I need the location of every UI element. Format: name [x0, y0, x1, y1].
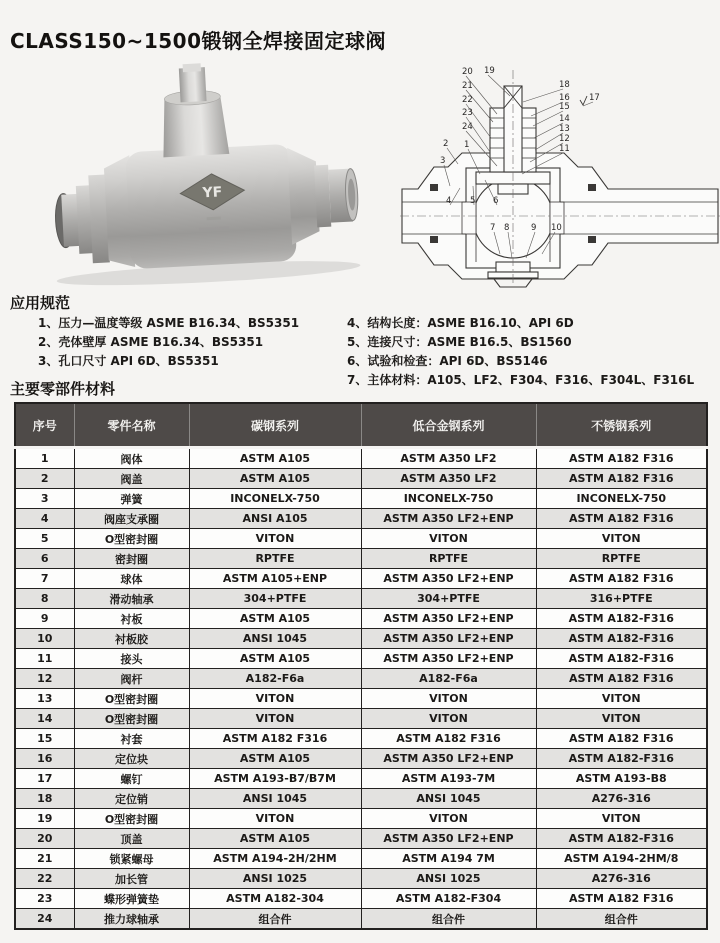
table-row [15, 849, 707, 869]
stainless-steel-cell: RPTFE [536, 549, 707, 569]
carbon-steel-cell: ASTM A105 [189, 749, 361, 769]
table-row [15, 909, 707, 930]
carbon-steel-cell: VITON [189, 689, 361, 709]
low-alloy-steel-cell: ASTM A193-7M [361, 769, 536, 789]
stainless-steel-cell: 316+PTFE [536, 589, 707, 609]
part-name-cell: 定位销 [74, 789, 189, 809]
part-name-cell: 阀座支承圈 [74, 509, 189, 529]
carbon-steel-cell: ANSI A105 [189, 509, 361, 529]
row-number-cell: 5 [15, 529, 74, 549]
low-alloy-steel-cell: ASTM A182 F316 [361, 729, 536, 749]
carbon-steel-cell: ASTM A182 F316 [189, 729, 361, 749]
callout-number: 18 [559, 80, 570, 90]
callout-number: 6 [493, 196, 499, 206]
stainless-steel-cell: A276-316 [536, 789, 707, 809]
low-alloy-steel-cell: 304+PTFE [361, 589, 536, 609]
row-number-cell: 24 [15, 909, 74, 930]
spec-list-left [38, 314, 299, 371]
callout-number: 4 [446, 196, 452, 206]
row-number-cell: 3 [15, 489, 74, 509]
table-row [15, 669, 707, 689]
callout-number: 9 [531, 223, 537, 233]
stainless-steel-cell: ASTM A182-F316 [536, 609, 707, 629]
carbon-steel-cell: ANSI 1045 [189, 789, 361, 809]
table-row [15, 549, 707, 569]
callout-leader-line [447, 148, 458, 164]
carbon-steel-cell: ASTM A193-B7/B7M [189, 769, 361, 789]
row-number-cell: 19 [15, 809, 74, 829]
low-alloy-steel-cell: ASTM A182-F304 [361, 889, 536, 909]
stainless-steel-cell: INCONELX-750 [536, 489, 707, 509]
callout-number: 10 [551, 223, 562, 233]
callout-number: 20 [462, 67, 473, 77]
stainless-steel-cell: ASTM A182 F316 [536, 509, 707, 529]
spec-item: 5、连接尺寸：ASME B16.5、BS1560 [347, 335, 572, 349]
callout-number: 19 [484, 66, 495, 76]
part-name-cell: 滑动轴承 [74, 589, 189, 609]
row-number-cell: 15 [15, 729, 74, 749]
table-row [15, 769, 707, 789]
low-alloy-steel-cell: A182-F6a [361, 669, 536, 689]
part-name-cell: 推力球轴承 [74, 909, 189, 930]
part-name-cell: 衬板胶 [74, 629, 189, 649]
spec-list-right [347, 314, 694, 390]
table-row [15, 469, 707, 489]
carbon-steel-cell: ASTM A105+ENP [189, 569, 361, 589]
part-name-cell: O型密封圈 [74, 529, 189, 549]
low-alloy-steel-cell: ASTM A350 LF2+ENP [361, 649, 536, 669]
part-name-cell: 加长管 [74, 869, 189, 889]
carbon-steel-cell: VITON [189, 529, 361, 549]
table-row [15, 749, 707, 769]
carbon-steel-cell: ASTM A105 [189, 609, 361, 629]
table-row [15, 869, 707, 889]
stainless-steel-cell: VITON [536, 689, 707, 709]
valve-section-art [400, 56, 720, 290]
table-row [15, 489, 707, 509]
page-title: CLASS150~1500锻钢全焊接固定球阀 [10, 29, 386, 54]
row-number-cell: 23 [15, 889, 74, 909]
row-number-cell: 4 [15, 509, 74, 529]
low-alloy-steel-cell: VITON [361, 809, 536, 829]
row-number-cell: 9 [15, 609, 74, 629]
table-header-row [15, 403, 707, 448]
table-row [15, 448, 707, 469]
low-alloy-steel-cell: INCONELX-750 [361, 489, 536, 509]
row-number-cell: 7 [15, 569, 74, 589]
low-alloy-steel-cell: VITON [361, 529, 536, 549]
part-name-cell: 顶盖 [74, 829, 189, 849]
stainless-steel-cell: ASTM A182-F316 [536, 749, 707, 769]
stainless-steel-cell: ASTM A182-F316 [536, 629, 707, 649]
bonnet-neck [160, 96, 229, 157]
stainless-steel-cell: ASTM A182-F316 [536, 649, 707, 669]
callout-number: 8 [504, 223, 510, 233]
callout-number: 11 [559, 144, 570, 154]
callout-number: 1 [464, 140, 470, 150]
carbon-steel-cell: ANSI 1025 [189, 869, 361, 889]
part-name-cell: O型密封圈 [74, 809, 189, 829]
callout-number: 13 [559, 124, 570, 134]
table-row [15, 509, 707, 529]
low-alloy-steel-cell: ASTM A350 LF2+ENP [361, 609, 536, 629]
part-name-cell: 球体 [74, 569, 189, 589]
stainless-steel-cell: 组合件 [536, 909, 707, 930]
part-name-cell: 弹簧 [74, 489, 189, 509]
row-number-cell: 10 [15, 629, 74, 649]
table-row [15, 689, 707, 709]
spec-item: 1、压力—温度等级 ASME B16.34、BS5351 [38, 316, 300, 330]
low-alloy-steel-cell: ANSI 1025 [361, 869, 536, 889]
low-alloy-steel-cell: ASTM A350 LF2+ENP [361, 569, 536, 589]
carbon-steel-cell: ASTM A182-304 [189, 889, 361, 909]
callout-number: 3 [440, 156, 446, 166]
stainless-steel-cell: ASTM A194-2HM/8 [536, 849, 707, 869]
low-alloy-steel-cell: VITON [361, 709, 536, 729]
carbon-steel-cell: VITON [189, 809, 361, 829]
right-cone [287, 146, 320, 244]
low-alloy-steel-cell: ASTM A350 LF2+ENP [361, 629, 536, 649]
part-name-cell: 衬板 [74, 609, 189, 629]
row-number-cell: 18 [15, 789, 74, 809]
row-number-cell: 21 [15, 849, 74, 869]
part-name-cell: 螺钉 [74, 769, 189, 789]
low-alloy-steel-cell: ASTM A350 LF2 [361, 469, 536, 489]
valve-photo-art [20, 55, 380, 290]
part-name-cell: 阀杆 [74, 669, 189, 689]
stainless-steel-cell: VITON [536, 529, 707, 549]
valve-section-diagram [400, 56, 720, 290]
surface-finish-mark [580, 96, 587, 105]
col-header-part-name: 零件名称 [74, 403, 189, 448]
row-number-cell: 22 [15, 869, 74, 889]
carbon-steel-cell: A182-F6a [189, 669, 361, 689]
carbon-steel-cell: ANSI 1045 [189, 629, 361, 649]
callout-number: 12 [559, 134, 570, 144]
callout-number: 7 [490, 223, 496, 233]
carbon-steel-cell: INCONELX-750 [189, 489, 361, 509]
table-row [15, 709, 707, 729]
table-row [15, 589, 707, 609]
col-header-carbon-steel: 碳钢系列 [189, 403, 361, 448]
row-number-cell: 14 [15, 709, 74, 729]
table-row [15, 729, 707, 749]
row-number-cell: 13 [15, 689, 74, 709]
low-alloy-steel-cell: 组合件 [361, 909, 536, 930]
table-row [15, 629, 707, 649]
part-name-cell: 定位块 [74, 749, 189, 769]
carbon-steel-cell: RPTFE [189, 549, 361, 569]
table-row [15, 889, 707, 909]
carbon-steel-cell: 304+PTFE [189, 589, 361, 609]
carbon-steel-cell: ASTM A105 [189, 448, 361, 469]
low-alloy-steel-cell: ASTM A194 7M [361, 849, 536, 869]
part-name-cell: O型密封圈 [74, 689, 189, 709]
callout-number: 15 [559, 102, 570, 112]
table-row [15, 529, 707, 549]
stainless-steel-cell: ASTM A182 F316 [536, 569, 707, 589]
callout-number: 24 [462, 122, 473, 132]
carbon-steel-cell: ASTM A105 [189, 469, 361, 489]
part-name-cell: 密封圈 [74, 549, 189, 569]
row-number-cell: 12 [15, 669, 74, 689]
spec-item: 7、主体材料：A105、LF2、F304、F316、F304L、F316L [347, 373, 695, 387]
row-number-cell: 20 [15, 829, 74, 849]
row-number-cell: 2 [15, 469, 74, 489]
col-header-low-alloy-steel: 低合金钢系列 [361, 403, 536, 448]
materials-heading: 主要零部件材料 [10, 380, 116, 398]
spec-item: 4、结构长度：ASME B16.10、API 6D [347, 316, 574, 330]
part-name-cell: 阀体 [74, 448, 189, 469]
callout-number: 23 [462, 108, 473, 118]
brand-logo-text: YF [202, 184, 223, 202]
stainless-steel-cell: ASTM A182 F316 [536, 889, 707, 909]
callout-number: 2 [443, 139, 449, 149]
part-name-cell: 接头 [74, 649, 189, 669]
callout-number: 5 [470, 196, 476, 206]
stainless-steel-cell: ASTM A182 F316 [536, 448, 707, 469]
callout-number: 16 [559, 93, 570, 103]
callout-leader-line [523, 89, 563, 102]
spec-item: 3、孔口尺寸 API 6D、BS5351 [38, 354, 219, 368]
low-alloy-steel-cell: RPTFE [361, 549, 536, 569]
callout-number: 14 [559, 114, 570, 124]
stainless-steel-cell: ASTM A182-F316 [536, 829, 707, 849]
callout-number: 17 [589, 93, 600, 103]
table-row [15, 649, 707, 669]
stainless-steel-cell: ASTM A182 F316 [536, 669, 707, 689]
materials-table [14, 402, 708, 930]
low-alloy-steel-cell: ASTM A350 LF2+ENP [361, 509, 536, 529]
specs-heading: 应用规范 [10, 294, 71, 312]
valve-photo [20, 55, 380, 290]
table-row [15, 609, 707, 629]
col-header-stainless-steel: 不锈钢系列 [536, 403, 707, 448]
stainless-steel-cell: VITON [536, 709, 707, 729]
row-number-cell: 6 [15, 549, 74, 569]
stainless-steel-cell: ASTM A193-B8 [536, 769, 707, 789]
low-alloy-steel-cell: VITON [361, 689, 536, 709]
stainless-steel-cell: ASTM A182 F316 [536, 469, 707, 489]
low-alloy-steel-cell: ASTM A350 LF2 [361, 448, 536, 469]
row-number-cell: 16 [15, 749, 74, 769]
table-row [15, 789, 707, 809]
col-header-index: 序号 [15, 403, 74, 448]
spec-item: 6、试验和检查：API 6D、BS5146 [347, 354, 548, 368]
row-number-cell: 17 [15, 769, 74, 789]
table-row [15, 569, 707, 589]
stainless-steel-cell: A276-316 [536, 869, 707, 889]
carbon-steel-cell: ASTM A194-2H/2HM [189, 849, 361, 869]
carbon-steel-cell: ASTM A105 [189, 649, 361, 669]
low-alloy-steel-cell: ASTM A350 LF2+ENP [361, 749, 536, 769]
row-number-cell: 11 [15, 649, 74, 669]
stem-head [179, 67, 207, 102]
callout-number: 22 [462, 95, 473, 105]
part-name-cell: 阀盖 [74, 469, 189, 489]
carbon-steel-cell: 组合件 [189, 909, 361, 930]
table-row [15, 809, 707, 829]
part-name-cell: 蝶形弹簧垫 [74, 889, 189, 909]
spec-item: 2、壳体壁厚 ASME B16.34、BS5351 [38, 335, 264, 349]
part-name-cell: O型密封圈 [74, 709, 189, 729]
low-alloy-steel-cell: ANSI 1045 [361, 789, 536, 809]
row-number-cell: 8 [15, 589, 74, 609]
carbon-steel-cell: VITON [189, 709, 361, 729]
seat-ring-left [462, 202, 476, 234]
stainless-steel-cell: VITON [536, 809, 707, 829]
part-name-cell: 衬套 [74, 729, 189, 749]
materials-table-body [15, 448, 707, 930]
table-row [15, 829, 707, 849]
carbon-steel-cell: ASTM A105 [189, 829, 361, 849]
part-name-cell: 锁紧螺母 [74, 849, 189, 869]
stem-top-face [183, 63, 201, 72]
callout-number: 21 [462, 81, 473, 91]
row-number-cell: 1 [15, 448, 74, 469]
stainless-steel-cell: ASTM A182 F316 [536, 729, 707, 749]
low-alloy-steel-cell: ASTM A350 LF2+ENP [361, 829, 536, 849]
